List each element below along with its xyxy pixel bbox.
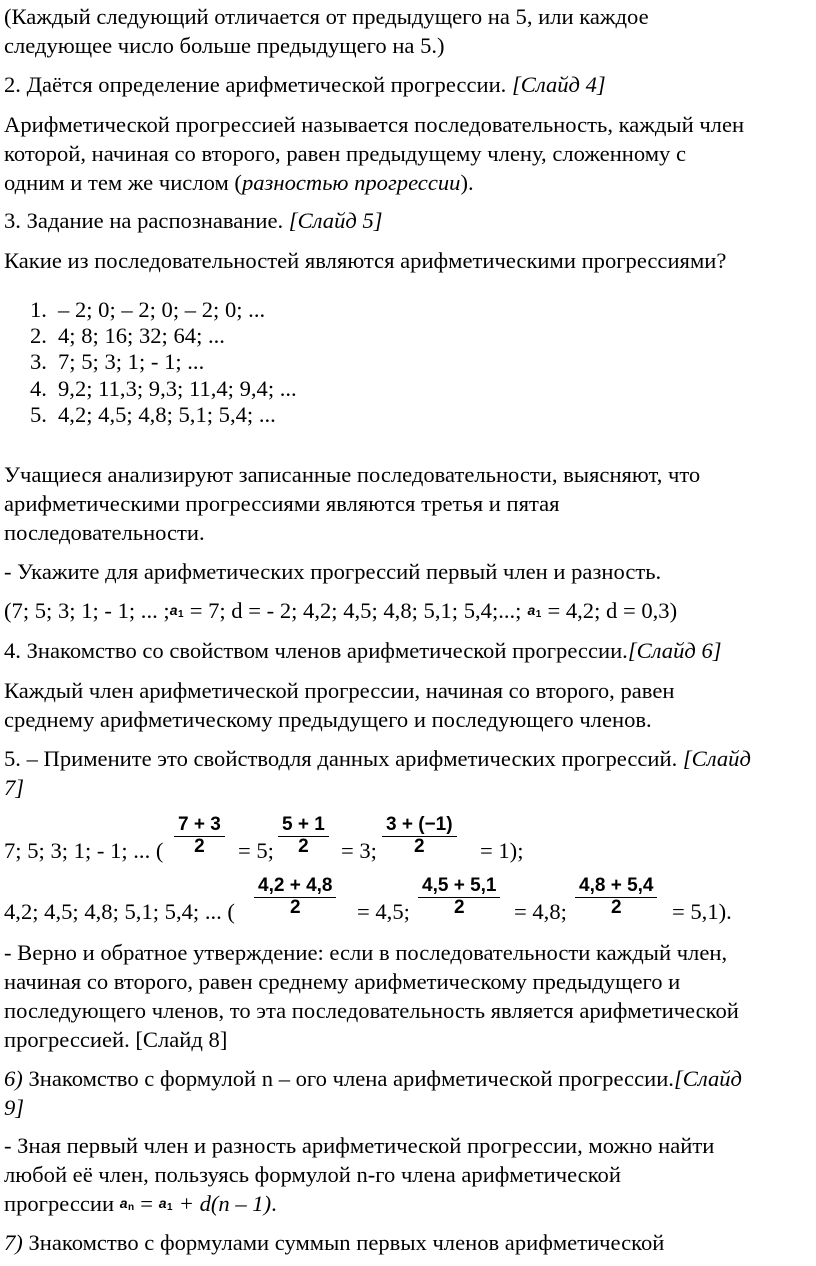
fraction-numerator: 3 + (−1): [386, 814, 453, 835]
step-number: 7): [4, 1230, 23, 1255]
fraction: [174, 814, 225, 857]
definition-term: разностью прогрессии: [241, 170, 461, 195]
paragraph-line: последующего членов, то эта последовательность является арифметической: [4, 998, 739, 1023]
definition-text: одним и тем же числом (: [4, 170, 242, 195]
list-number: 5.: [30, 402, 47, 427]
slide-ref: [Слайд 6]: [627, 638, 722, 663]
list-text: 4; 8; 16; 32; 64; ...: [58, 323, 225, 348]
list-item: [30, 350, 204, 374]
fraction: [278, 814, 329, 857]
paragraph-line: - Зная первый член и разность арифметической прогрессии, можно найти: [4, 1133, 715, 1158]
paragraph-line: (Каждый следующий отличается от предыдущего на 5, или каждое: [4, 4, 649, 29]
list-text: 9,2; 11,3; 9,3; 11,4; 9,4; ...: [58, 376, 297, 401]
paragraph-text: прогрессии: [4, 1191, 120, 1216]
slide-ref: [Слайд: [673, 1066, 742, 1091]
result-text: = 4,8;: [514, 899, 567, 924]
slide-ref-line: [4, 1093, 812, 1122]
paragraph-line: - Верно и обратное утверждение: если в последовательности каждый член,: [4, 940, 728, 965]
property-line: среднему арифметическому предыдущего и последующего членов.: [4, 707, 652, 732]
fraction-denominator: 2: [298, 836, 309, 857]
fraction: [254, 875, 336, 918]
fraction-numerator: 4,5 + 5,1: [422, 875, 497, 896]
heading-step-7: [4, 1228, 812, 1257]
list-item: [30, 403, 276, 427]
result-text: = 5,1).: [672, 899, 732, 924]
list-number: 4.: [30, 376, 47, 401]
list-number: 2.: [30, 323, 47, 348]
slide-ref: 9]: [4, 1095, 25, 1120]
paragraph-line: прогрессией. [Слайд 8]: [4, 1027, 228, 1052]
a1-symbol: $a_1$: [158, 1195, 174, 1213]
result-text: = 4,5;: [357, 899, 410, 924]
an-symbol: $a_n$: [119, 1195, 135, 1213]
a1-symbol: $a_1$: [527, 602, 542, 620]
question: Какие из последовательностей являются арифметическими прогрессиями?: [4, 248, 727, 273]
fraction-denominator: 2: [194, 836, 205, 857]
step-text: Знакомство с формулой n – ого члена арифметической прогрессии.: [22, 1066, 674, 1091]
paragraph-line: арифметическими прогрессиями являются третья и пятая: [4, 491, 560, 516]
list-number: 3.: [30, 349, 47, 374]
slide-ref: 7]: [4, 775, 25, 800]
sequence-text: 4,2; 4,5; 4,8; 5,1; 5,4; ... (: [4, 899, 235, 924]
answer-text: = 4,2; d = 0,3): [541, 598, 678, 623]
fraction-numerator: 4,8 + 5,4: [579, 875, 654, 896]
step-number: 6): [4, 1066, 23, 1091]
list-number: 1.: [30, 297, 47, 322]
heading-step-3: [4, 206, 812, 235]
definition-line: которой, начиная со второго, равен предыдущему члену, сложенному с: [4, 141, 687, 166]
step-text: 3. Задание на распознавание.: [4, 208, 289, 233]
formula-line: [4, 1189, 812, 1222]
answer-text: = 7; d = - 2; 4,2; 4,5; 4,8; 5,1; 5,4;...;: [184, 598, 522, 623]
list-item: [30, 298, 265, 322]
equals-sign: =: [134, 1191, 159, 1216]
formula-tail: + d(n – 1): [173, 1191, 272, 1216]
punctuation: .: [271, 1191, 277, 1216]
sequence-text: 7; 5; 3; 1; - 1; ... (: [4, 838, 164, 863]
list-text: – 2; 0; – 2; 0; – 2; 0; ...: [58, 297, 266, 322]
heading-step-2: [4, 70, 812, 99]
a1-symbol: $a_1$: [169, 602, 185, 620]
result-text: = 3;: [341, 838, 377, 863]
definition-text: ).: [460, 170, 474, 195]
fraction-denominator: 2: [413, 836, 425, 857]
step-text: 5. – Примените это свойстводля данных арифметических прогрессий.: [4, 746, 683, 771]
paragraph-line: любой её член, пользуясь формулой n-го члена арифметической: [4, 1162, 621, 1187]
paragraph-line: Учащиеся анализируют записанные последовательности, выясняют, что: [4, 462, 701, 487]
paragraph-line: начиная со второго, равен среднему арифметическому предыдущего и: [4, 969, 681, 994]
slide-ref: [Слайд: [682, 746, 751, 771]
step-text: Знакомство с формулами суммыn первых членов арифметической: [22, 1230, 665, 1255]
heading-step-6: [4, 1064, 812, 1093]
answer-text: (7; 5; 3; 1; - 1; ... ;: [4, 598, 170, 623]
list-item: [30, 324, 225, 348]
paragraph-line: следующее число больше предыдущего на 5.): [4, 33, 445, 58]
slide-ref-line: [4, 773, 812, 802]
list-text: 7; 5; 3; 1; - 1; ...: [58, 349, 205, 374]
fraction: [418, 875, 500, 918]
fraction-numerator: 7 + 3: [178, 814, 221, 835]
heading-step-4: [4, 636, 812, 665]
list-item: [30, 377, 297, 401]
step-text: 4. Знакомство со свойством членов арифметической прогрессии.: [4, 638, 628, 663]
fraction-numerator: 5 + 1: [282, 814, 325, 835]
definition-line: [4, 168, 812, 197]
definition-line: Арифметической прогрессией называется последовательность, каждый член: [4, 112, 745, 137]
heading-step-5: [4, 744, 812, 773]
fraction-numerator: 4,2 + 4,8: [258, 875, 333, 896]
paragraph-line: последовательности.: [4, 520, 205, 545]
list-text: 4,2; 4,5; 4,8; 5,1; 5,4; ...: [58, 402, 276, 427]
answer-line: [4, 596, 812, 629]
instruction: - Укажите для арифметических прогрессий первый член и разность.: [4, 559, 662, 584]
step-text: 2. Даётся определение арифметической прогрессии.: [4, 72, 512, 97]
result-text: = 5;: [238, 838, 274, 863]
fraction: [382, 814, 457, 857]
fraction-denominator: 2: [453, 897, 465, 918]
fraction-denominator: 2: [289, 897, 301, 918]
result-text: = 1);: [480, 838, 524, 863]
fraction-denominator: 2: [610, 897, 622, 918]
property-line: Каждый член арифметической прогрессии, начиная со второго, равен: [4, 678, 675, 703]
slide-ref: [Слайд 5]: [288, 208, 383, 233]
fraction: [575, 875, 657, 918]
slide-ref: [Слайд 4]: [511, 72, 606, 97]
